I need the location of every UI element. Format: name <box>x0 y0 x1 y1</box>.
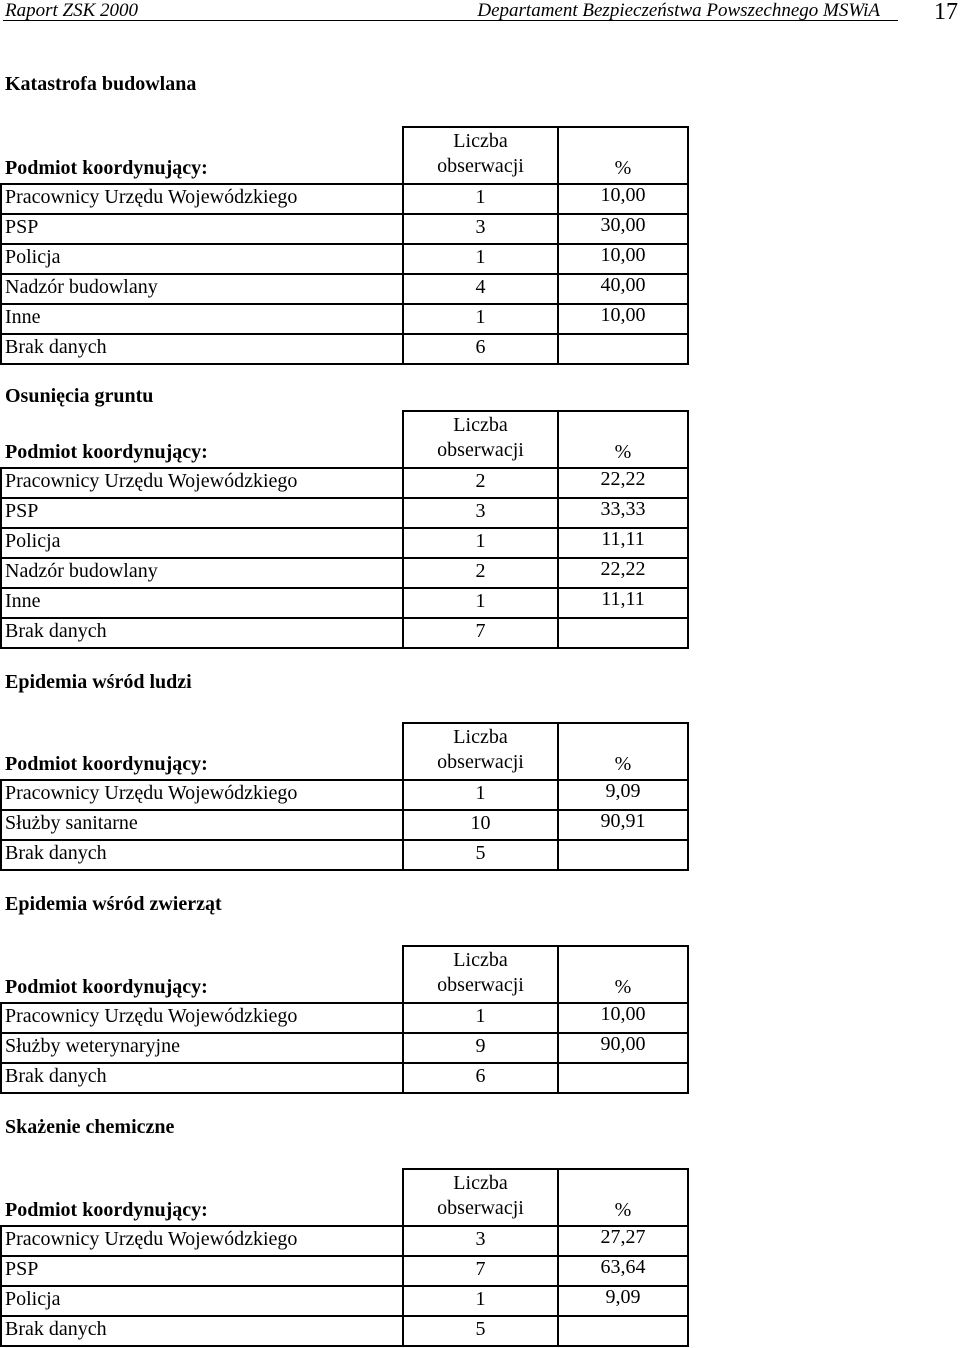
row-count: 1 <box>475 306 486 328</box>
grid-line <box>0 1092 560 1094</box>
row-count: 3 <box>475 500 486 522</box>
row-percent: 30,00 <box>600 214 646 236</box>
grid-line <box>0 809 689 811</box>
grid-line <box>0 213 689 215</box>
grid-line <box>0 273 689 275</box>
grid-line <box>558 869 689 871</box>
grid-line <box>0 183 2 364</box>
table-row <box>0 214 689 244</box>
table-row <box>0 810 689 840</box>
row-percent: 10,00 <box>600 244 646 266</box>
column-header-subject: Podmiot koordynujący: <box>5 976 208 998</box>
row-subject: PSP <box>5 216 39 238</box>
row-percent: 9,09 <box>605 1286 641 1308</box>
row-subject: Pracownicy Urzędu Wojewódzkiego <box>5 782 298 804</box>
row-subject: Policja <box>5 530 61 552</box>
row-percent: 9,09 <box>605 780 641 802</box>
data-table <box>0 1168 689 1346</box>
table-header-row <box>0 410 689 468</box>
row-subject: Inne <box>5 590 41 612</box>
grid-line <box>0 303 689 305</box>
grid-line <box>0 467 2 648</box>
column-header-percent: % <box>614 157 632 179</box>
row-percent: 22,22 <box>600 558 646 580</box>
row-subject: Służby sanitarne <box>5 812 138 834</box>
grid-line <box>557 722 559 870</box>
grid-line <box>0 363 560 365</box>
table-row <box>0 588 689 618</box>
grid-line <box>0 587 689 589</box>
grid-line <box>687 126 689 364</box>
grid-line <box>558 647 689 649</box>
column-header-count <box>403 725 558 783</box>
grid-line <box>0 1002 2 1093</box>
row-count: 10 <box>470 812 491 834</box>
row-subject: Policja <box>5 1288 61 1310</box>
column-header-percent: % <box>614 441 632 463</box>
column-header-count-line2: obserwacji <box>437 155 524 177</box>
row-percent: 10,00 <box>600 1003 646 1025</box>
column-header-count <box>403 948 558 1006</box>
grid-line <box>403 410 689 412</box>
column-header-count <box>403 129 558 187</box>
column-header-count-line2: obserwacji <box>437 974 524 996</box>
section-title: Katastrofa budowlana <box>5 73 197 95</box>
column-header-count-line1: Liczba <box>453 1172 508 1194</box>
row-count: 6 <box>475 1065 486 1087</box>
grid-line <box>402 1168 404 1346</box>
row-count: 3 <box>475 216 486 238</box>
row-percent: 90,91 <box>600 810 646 832</box>
table-row <box>0 274 689 304</box>
grid-line <box>0 1062 689 1064</box>
table-header-row <box>0 1168 689 1226</box>
row-subject: PSP <box>5 1258 39 1280</box>
grid-line <box>403 722 689 724</box>
table-row <box>0 244 689 274</box>
row-subject: Służby weterynaryjne <box>5 1035 180 1057</box>
row-count: 2 <box>475 470 486 492</box>
row-count: 5 <box>475 1318 486 1340</box>
row-count: 5 <box>475 842 486 864</box>
row-count: 1 <box>475 246 486 268</box>
column-header-count-line2: obserwacji <box>437 439 524 461</box>
row-subject: Pracownicy Urzędu Wojewódzkiego <box>5 470 298 492</box>
row-count: 1 <box>475 186 486 208</box>
grid-line <box>687 722 689 870</box>
grid-line <box>0 1345 560 1347</box>
row-percent <box>558 840 688 870</box>
column-header-percent: % <box>614 753 632 775</box>
column-header-count-line1: Liczba <box>453 949 508 971</box>
row-subject: Brak danych <box>5 1318 107 1340</box>
grid-line <box>402 410 404 648</box>
grid-line <box>687 1168 689 1346</box>
column-header-count-line1: Liczba <box>453 130 508 152</box>
table-row <box>0 304 689 334</box>
table-row <box>0 1256 689 1286</box>
table-row <box>0 1033 689 1063</box>
department-name: Departament Bezpieczeństwa Powszechnego MSWiA <box>477 0 880 21</box>
row-percent <box>558 1063 688 1093</box>
table-row <box>0 618 689 648</box>
row-subject: Brak danych <box>5 620 107 642</box>
table-row <box>0 468 689 498</box>
row-count: 1 <box>475 1005 486 1027</box>
column-header-count-line2: obserwacji <box>437 1197 524 1219</box>
row-subject: Brak danych <box>5 1065 107 1087</box>
data-table <box>0 126 689 364</box>
grid-line <box>0 1225 689 1227</box>
grid-line <box>558 1092 689 1094</box>
grid-line <box>0 839 689 841</box>
table-row <box>0 334 689 364</box>
row-percent: 40,00 <box>600 274 646 296</box>
table-row <box>0 498 689 528</box>
row-subject: PSP <box>5 500 39 522</box>
column-header-subject: Podmiot koordynujący: <box>5 753 208 775</box>
grid-line <box>0 243 689 245</box>
section-title: Epidemia wśród zwierząt <box>5 893 222 915</box>
row-count: 3 <box>475 1228 486 1250</box>
row-count: 6 <box>475 336 486 358</box>
grid-line <box>0 467 689 469</box>
grid-line <box>0 527 689 529</box>
grid-line <box>0 557 689 559</box>
row-percent: 10,00 <box>600 184 646 206</box>
row-subject: Inne <box>5 306 41 328</box>
grid-line <box>0 779 2 870</box>
grid-line <box>402 945 404 1093</box>
table-header-row <box>0 126 689 184</box>
column-header-count-line2: obserwacji <box>437 751 524 773</box>
row-count: 7 <box>475 1258 486 1280</box>
grid-line <box>403 945 689 947</box>
section-title: Skażenie chemiczne <box>5 1116 175 1138</box>
grid-line <box>557 126 559 364</box>
grid-line <box>403 126 689 128</box>
table-row <box>0 1316 689 1346</box>
row-percent: 33,33 <box>600 498 646 520</box>
row-count: 1 <box>475 782 486 804</box>
row-percent: 63,64 <box>600 1256 646 1278</box>
table-header-row <box>0 945 689 1003</box>
row-subject: Pracownicy Urzędu Wojewódzkiego <box>5 1228 298 1250</box>
row-percent: 22,22 <box>600 468 646 490</box>
grid-line <box>403 1168 689 1170</box>
row-count: 1 <box>475 1288 486 1310</box>
row-subject: Pracownicy Urzędu Wojewódzkiego <box>5 186 298 208</box>
data-table <box>0 410 689 648</box>
grid-line <box>0 1032 689 1034</box>
table-row <box>0 184 689 214</box>
row-percent <box>558 1316 688 1346</box>
grid-line <box>687 945 689 1093</box>
row-percent: 90,00 <box>600 1033 646 1055</box>
data-table <box>0 722 689 870</box>
grid-line <box>0 1002 689 1004</box>
grid-line <box>0 1285 689 1287</box>
grid-line <box>558 1345 689 1347</box>
header-divider <box>3 20 898 21</box>
row-count: 1 <box>475 590 486 612</box>
table-row <box>0 1063 689 1093</box>
grid-line <box>402 126 404 364</box>
table-row <box>0 780 689 810</box>
table-row <box>0 840 689 870</box>
table-row <box>0 1286 689 1316</box>
table-row <box>0 558 689 588</box>
grid-line <box>0 497 689 499</box>
grid-line <box>402 722 404 870</box>
row-percent <box>558 618 688 648</box>
row-subject: Brak danych <box>5 842 107 864</box>
grid-line <box>0 869 560 871</box>
column-header-count-line1: Liczba <box>453 726 508 748</box>
row-count: 9 <box>475 1035 486 1057</box>
page-number: 17 <box>934 0 958 25</box>
row-percent: 27,27 <box>600 1226 646 1248</box>
grid-line <box>0 183 689 185</box>
column-header-count <box>403 413 558 471</box>
grid-line <box>0 1255 689 1257</box>
row-subject: Pracownicy Urzędu Wojewódzkiego <box>5 1005 298 1027</box>
section-title: Osunięcia gruntu <box>5 385 154 407</box>
table-header-row <box>0 722 689 780</box>
row-percent <box>558 334 688 364</box>
table-row <box>0 528 689 558</box>
row-count: 7 <box>475 620 486 642</box>
column-header-subject: Podmiot koordynujący: <box>5 1199 208 1221</box>
section-title: Epidemia wśród ludzi <box>5 671 192 693</box>
row-percent: 11,11 <box>601 588 645 610</box>
column-header-percent: % <box>614 1199 632 1221</box>
report-title: Raport ZSK 2000 <box>5 0 139 21</box>
grid-line <box>0 647 560 649</box>
column-header-subject: Podmiot koordynujący: <box>5 157 208 179</box>
grid-line <box>558 363 689 365</box>
grid-line <box>0 779 689 781</box>
row-subject: Nadzór budowlany <box>5 276 158 298</box>
column-header-count <box>403 1171 558 1229</box>
table-row <box>0 1226 689 1256</box>
grid-line <box>0 617 689 619</box>
row-subject: Policja <box>5 246 61 268</box>
grid-line <box>557 945 559 1093</box>
column-header-count-line1: Liczba <box>453 414 508 436</box>
column-header-percent: % <box>614 976 632 998</box>
row-subject: Nadzór budowlany <box>5 560 158 582</box>
column-header-subject: Podmiot koordynujący: <box>5 441 208 463</box>
grid-line <box>0 333 689 335</box>
grid-line <box>557 410 559 648</box>
grid-line <box>687 410 689 648</box>
page-header <box>0 0 960 24</box>
row-percent: 11,11 <box>601 528 645 550</box>
grid-line <box>557 1168 559 1346</box>
row-count: 4 <box>475 276 486 298</box>
table-row <box>0 1003 689 1033</box>
grid-line <box>0 1225 2 1346</box>
row-count: 1 <box>475 530 486 552</box>
row-subject: Brak danych <box>5 336 107 358</box>
row-percent: 10,00 <box>600 304 646 326</box>
grid-line <box>0 1315 689 1317</box>
data-table <box>0 945 689 1093</box>
row-count: 2 <box>475 560 486 582</box>
